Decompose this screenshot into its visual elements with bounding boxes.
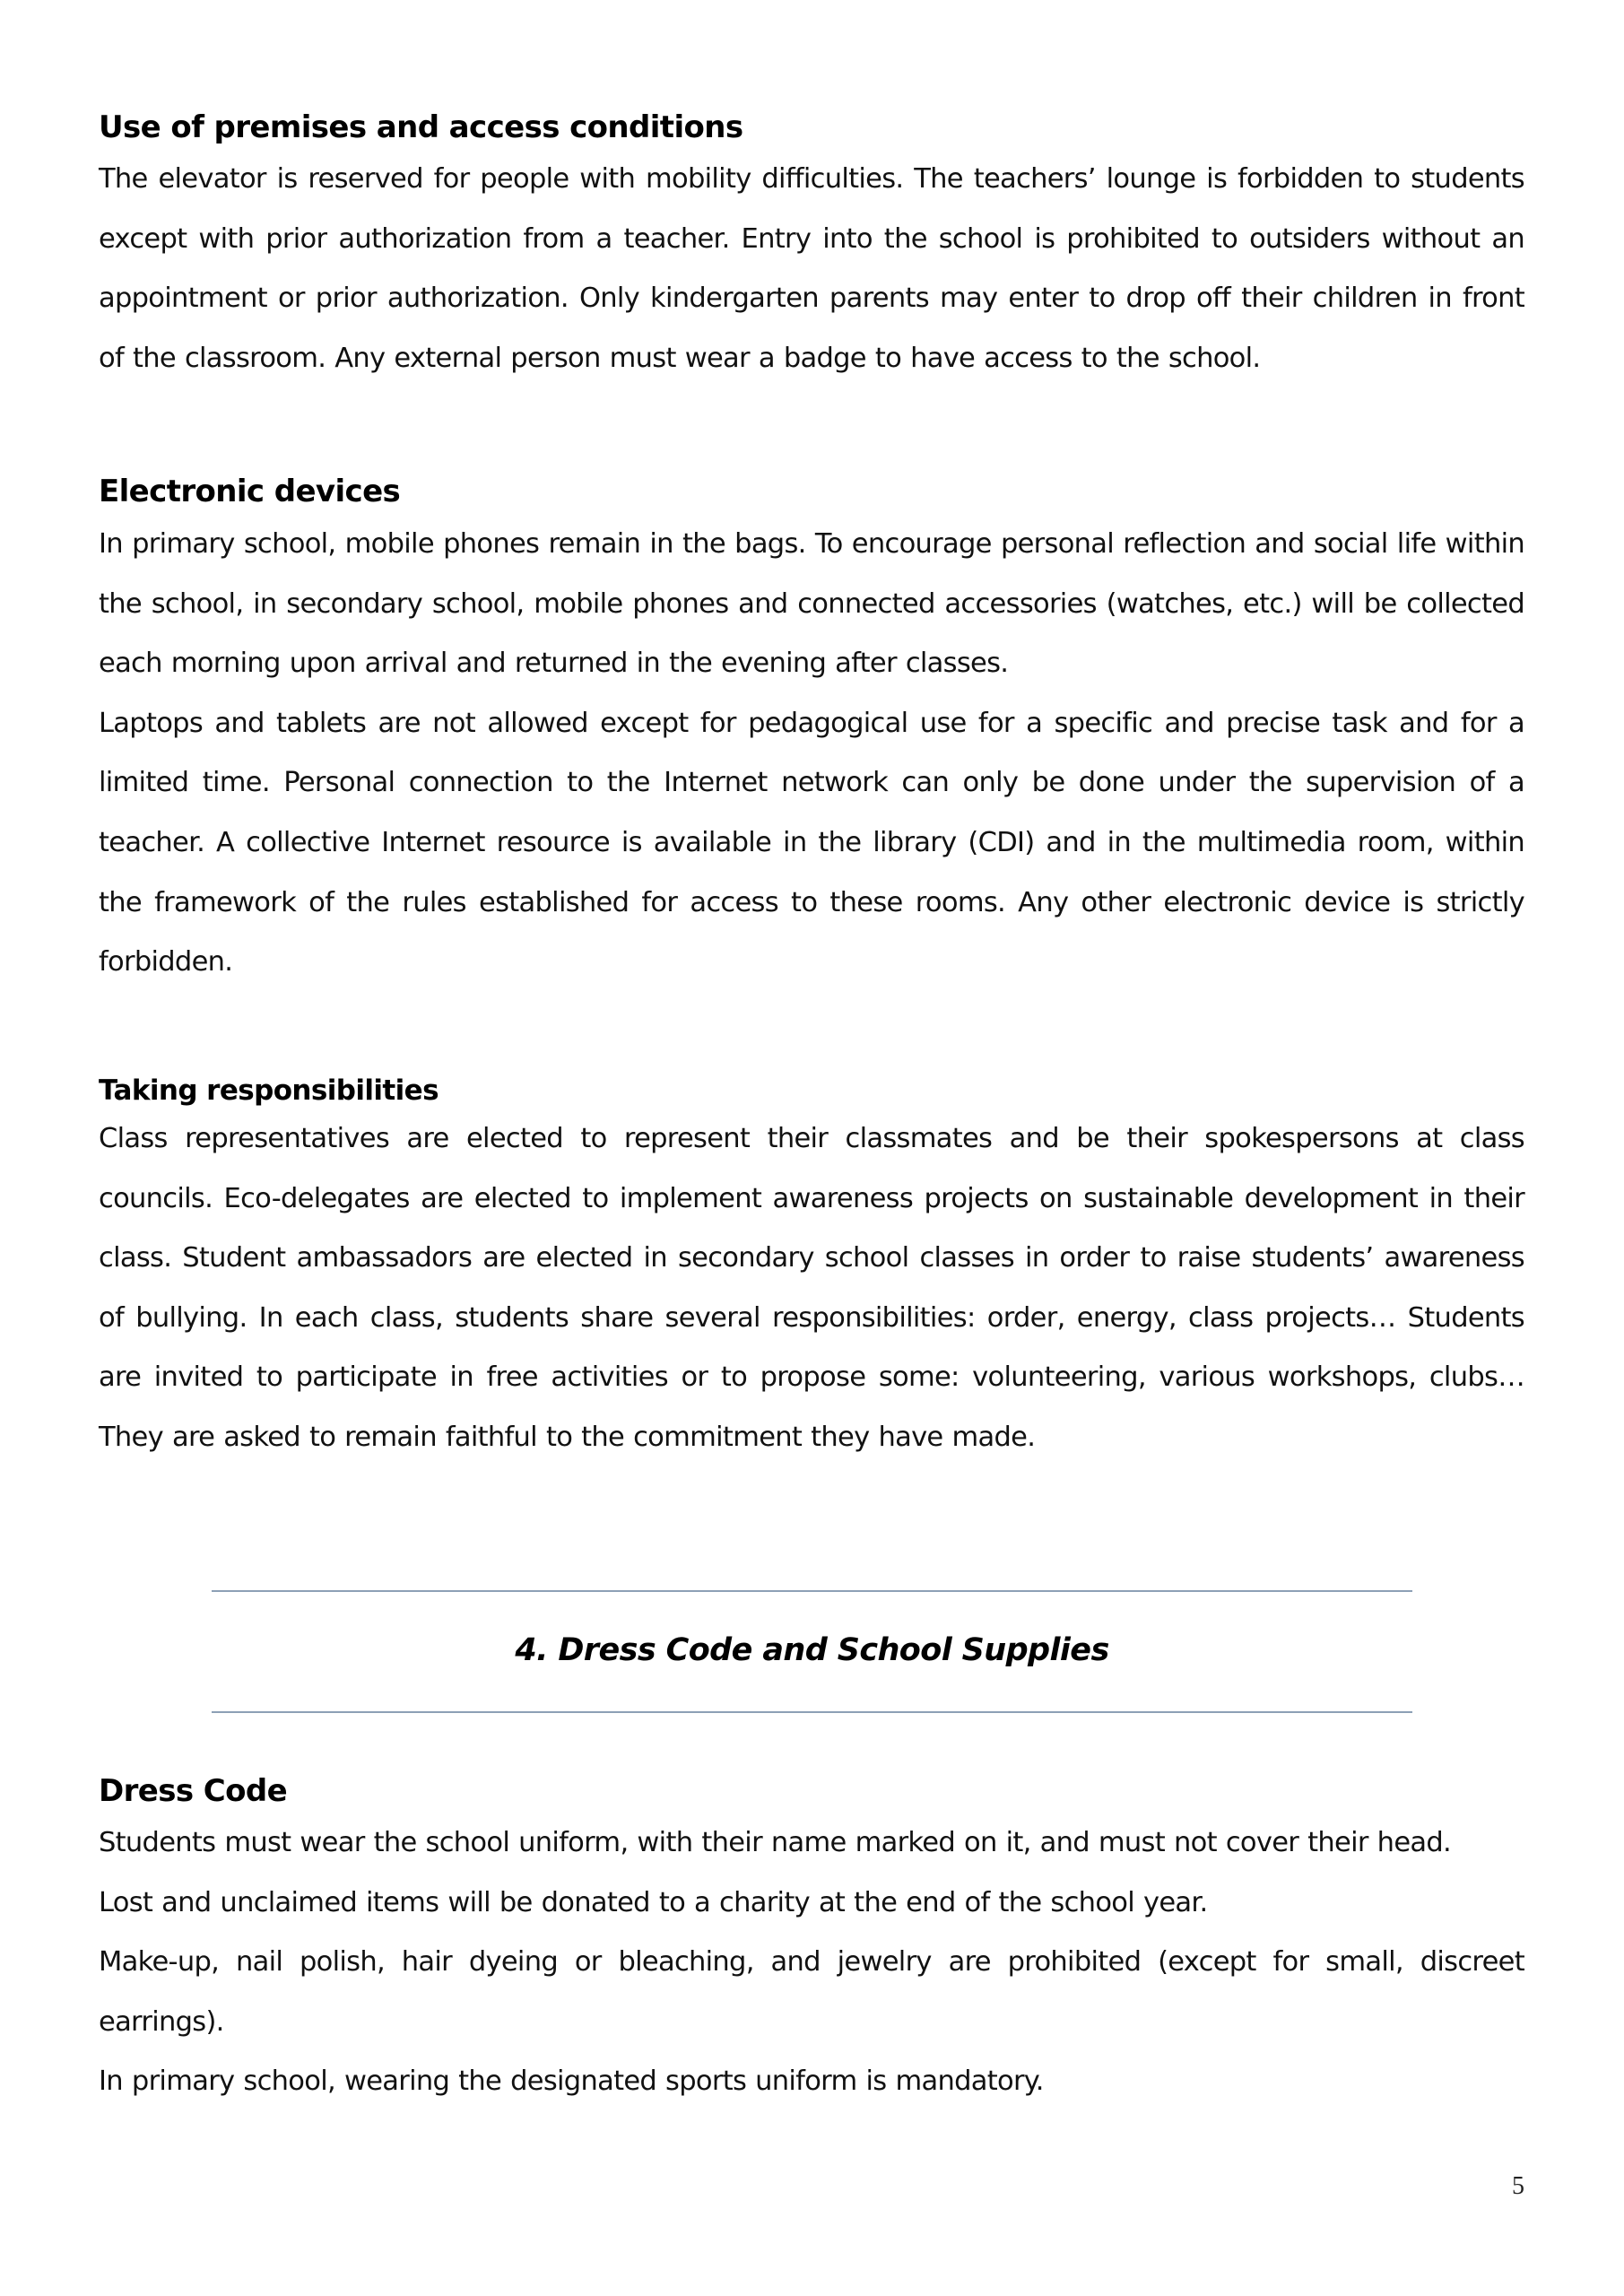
paragraph: The elevator is reserved for people with mobility difficulties. The teachers’ lounge is forbidden to students except with prior authorization from a teacher. Entry into the school is prohibited to outsiders without an appointment or prior authorization. Only kindergarten parents may enter to drop off their children in front of the classroom. Any external person must wear a badge to have access to the school. — [99, 163, 1524, 374]
page-number: 5 — [1512, 2172, 1524, 2200]
paragraph: Laptops and tablets are not allowed except for pedagogical use for a specific and precise task and for a limited time. Personal connection to the Internet network can only be done under the supervision of a teacher. A collective Internet resource is available in the library (CDI) and in the multimedia room, within the framework of the rules established for access to these rooms. Any other electronic device is strictly forbidden. — [99, 707, 1524, 978]
chapter-title: 4. Dress Code and School Supplies — [515, 1632, 1109, 1668]
paragraph: Make-up, nail polish, hair dyeing or bleaching, and jewelry are prohibited (except for small, discreet earrings). — [99, 1946, 1524, 2038]
paragraph: Class representatives are elected to represent their classmates and be their spokespersons at class councils. Eco-delegates are elected to implement awareness projects on sustainable development in their class. Student ambassadors are elected in secondary school classes in order to raise students’ awareness of bullying. In each class, students share several responsibilities: order, energy, class projects… Students are invited to participate in free activities or to propose some: volunteering, various workshops, clubs… They are asked to remain faithful to the commitment they have made. — [99, 1123, 1524, 1453]
paragraph: Lost and unclaimed items will be donated to a charity at the end of the school year. — [99, 1886, 1208, 1918]
paragraph: In primary school, mobile phones remain in the bags. To encourage personal reflection and social life within the school, in secondary school, mobile phones and connected accessories (watches, etc.) will be collected each morning upon arrival and returned in the evening after classes. — [99, 528, 1524, 680]
paragraph: Students must wear the school uniform, with their name marked on it, and must not cover their head. — [99, 1827, 1452, 1858]
section-body-taking-responsibilities — [99, 1109, 1524, 1468]
section-body-premises — [99, 150, 1524, 388]
section-heading-taking-responsibilities: Taking responsibilities — [99, 1074, 439, 1107]
chapter-rule-bottom — [212, 1711, 1412, 1713]
section-body-electronic-devices — [99, 515, 1524, 993]
section-heading-premises: Use of premises and access conditions — [99, 109, 743, 145]
section-heading-electronic-devices: Electronic devices — [99, 474, 401, 509]
paragraph: In primary school, wearing the designated sports uniform is mandatory. — [99, 2066, 1044, 2098]
chapter-rule-top — [212, 1590, 1412, 1592]
section-body-dress-code — [99, 1813, 1524, 2112]
section-heading-dress-code: Dress Code — [99, 1773, 288, 1809]
